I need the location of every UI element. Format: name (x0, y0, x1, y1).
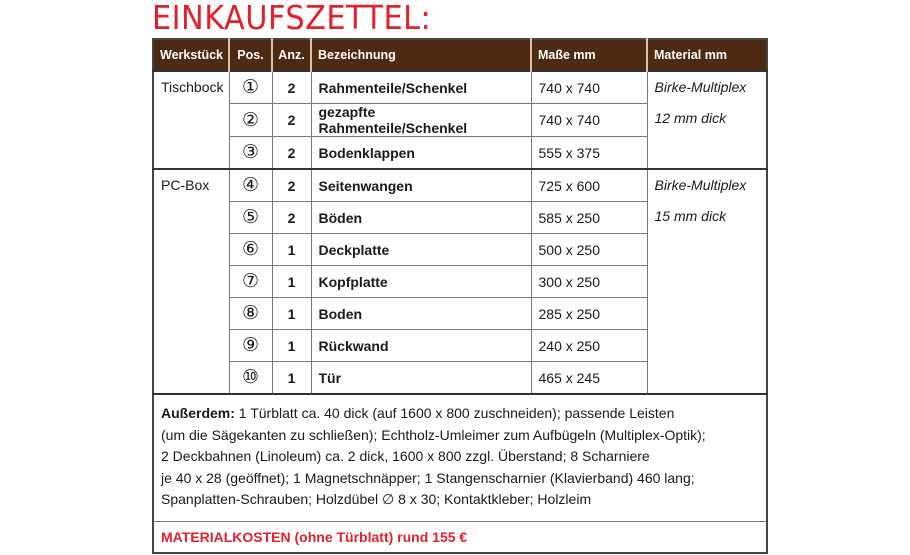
quantity-cell: 1 (272, 234, 311, 266)
position-cell: ⑩ (229, 362, 272, 395)
header-bezeichnung: Bezeichnung (311, 39, 531, 71)
footer-line: 1 Türblatt ca. 40 dick (auf 1600 x 800 zuschneiden); passende Leisten (234, 405, 675, 421)
dimensions-cell: 300 x 250 (531, 266, 647, 298)
footer-line: (um die Sägekanten zu schließen); Echtholz-Umleimer zum Aufbügeln (Multiplex-Optik); (161, 426, 706, 443)
quantity-cell: 1 (272, 330, 311, 362)
quantity-cell: 2 (272, 137, 311, 170)
quantity-cell: 2 (272, 71, 311, 104)
designation-cell: gezapfte Rahmenteile/Schenkel (311, 104, 531, 137)
dimensions-cell: 740 x 740 (531, 71, 647, 104)
quantity-cell: 1 (272, 298, 311, 330)
material-thickness: 12 mm dick (654, 110, 727, 126)
footer-row (153, 394, 767, 521)
shopping-list-table (152, 38, 768, 554)
table-row (153, 169, 767, 202)
header-pos: Pos. (229, 39, 272, 71)
dimensions-cell: 465 x 245 (531, 362, 647, 395)
position-cell: ⑥ (229, 234, 272, 266)
designation-cell: Deckplatte (311, 234, 531, 266)
cost-row (153, 521, 767, 553)
werkstueck-cell: PC-Box (153, 169, 229, 394)
position-cell: ⑤ (229, 202, 272, 234)
table-row (153, 71, 767, 104)
position-cell: ⑨ (229, 330, 272, 362)
header-anz: Anz. (272, 39, 311, 71)
material-type: Birke-Multiplex (654, 177, 747, 193)
quantity-cell: 2 (272, 202, 311, 234)
designation-cell: Rückwand (311, 330, 531, 362)
position-cell: ① (229, 71, 272, 104)
footer-line: 2 Deckbahnen (Linoleum) ca. 2 dick, 1600 x 800 zzgl. Überstand; 8 Scharniere (161, 448, 650, 464)
dimensions-cell: 285 x 250 (531, 298, 647, 330)
material-cell (647, 169, 767, 394)
dimensions-cell: 555 x 375 (531, 137, 647, 170)
werkstueck-cell: Tischbock (153, 71, 229, 169)
material-type: Birke-Multiplex (654, 79, 747, 95)
position-cell: ② (229, 104, 272, 137)
header-masse: Maße mm (531, 39, 647, 71)
header-werkstueck: Werkstück (153, 39, 229, 71)
quantity-cell: 2 (272, 169, 311, 202)
position-cell: ⑧ (229, 298, 272, 330)
designation-cell: Seitenwangen (311, 169, 531, 202)
table-header (153, 39, 767, 71)
designation-cell: Kopfplatte (311, 266, 531, 298)
position-cell: ③ (229, 137, 272, 170)
quantity-cell: 1 (272, 362, 311, 395)
material-thickness: 15 mm dick (654, 208, 727, 224)
position-cell: ⑦ (229, 266, 272, 298)
footer-label: Außerdem: (161, 405, 235, 421)
dimensions-cell: 740 x 740 (531, 104, 647, 137)
designation-cell: Bodenklappen (311, 137, 531, 170)
dimensions-cell: 500 x 250 (531, 234, 647, 266)
material-cost: MATERIALKOSTEN (ohne Türblatt) rund 155 € (153, 521, 767, 553)
header-material: Material mm (647, 39, 767, 71)
dimensions-cell: 585 x 250 (531, 202, 647, 234)
material-cell (647, 71, 767, 169)
position-cell: ④ (229, 169, 272, 202)
footer-line: Spanplatten-Schrauben; Holzdübel ∅ 8 x 30; Kontaktkleber; Holzleim (161, 491, 592, 507)
dimensions-cell: 725 x 600 (531, 169, 647, 202)
page-title: EINKAUFSZETTEL: (152, 0, 432, 37)
designation-cell: Böden (311, 202, 531, 234)
quantity-cell: 1 (272, 266, 311, 298)
additional-materials (153, 394, 767, 521)
quantity-cell: 2 (272, 104, 311, 137)
designation-cell: Tür (311, 362, 531, 395)
dimensions-cell: 240 x 250 (531, 330, 647, 362)
designation-cell: Rahmenteile/Schenkel (311, 71, 531, 104)
designation-cell: Boden (311, 298, 531, 330)
footer-line: je 40 x 28 (geöffnet); 1 Magnetschnäpper; 1 Stangenscharnier (Klavierband) 460 lang; (161, 469, 695, 486)
